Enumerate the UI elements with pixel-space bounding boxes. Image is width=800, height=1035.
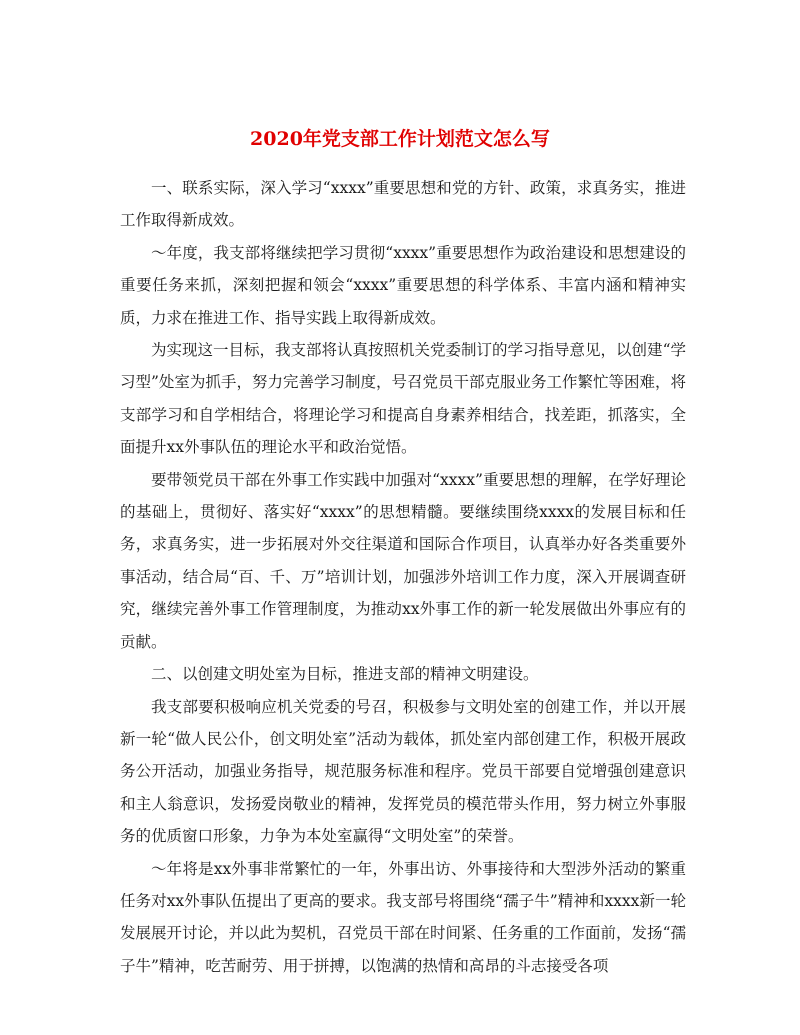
paragraph-3: 为实现这一目标，我支部将认真按照机关党委制订的学习指导意见，以创建“学习型”处室为抓手，努力完善学习制度，号召党员干部克服业务工作繁忙等困难，将支部学习和自学相结合，将理论学习和提高自身素养相结合，找差距，抓落实，全面提升xx外事队伍的理论水平和政治觉悟。	[120, 341, 686, 457]
paragraph-1: 一、联系实际，深入学习“xxxx”重要思想和党的方针、政策，求真务实，推进工作取得新成效。	[120, 179, 686, 230]
section-heading-2: 二、以创建文明处室为目标，推进支部的精神文明建设。	[151, 665, 539, 684]
paragraph-7: ～年将是xx外事非常繁忙的一年，外事出访、外事接待和大型涉外活动的繁重任务对xx外事队伍提出了更高的要求。我支部号将围绕“孺子牛”精神和xxxx新一轮发展展开讨论，并以此为契机，召党员干部在时间紧、任务重的工作面前，发扬“孺子牛”精神，吃苦耐劳、用于拼搏，以饱满的热情和高昂的斗志接受各项	[120, 859, 686, 975]
paragraph-2: ～年度，我支部将继续把学习贯彻“xxxx”重要思想作为政治建设和思想建设的重要任务来抓，深刻把握和领会“xxxx”重要思想的科学体系、丰富内涵和精神实质，力求在推进工作、指导实践上取得新成效。	[120, 243, 686, 327]
paragraph-6: 我支部要积极响应机关党委的号召，积极参与文明处室的创建工作，并以开展新一轮“做人民公仆，创文明处室”活动为载体，抓处室内部创建工作，积极开展政务公开活动，加强业务指导，规范服务标准和程序。党员干部要自觉增强创建意识和主人翁意识，发扬爱岗敬业的精神，发挥党员的模范带头作用，努力树立外事服务的优质窗口形象，力争为本处室赢得“文明处室”的荣誉。	[120, 697, 686, 846]
document-title: 2020年党支部工作计划范文怎么写	[250, 127, 550, 150]
paragraph-4: 要带领党员干部在外事工作实践中加强对“xxxx”重要思想的理解，在学好理论的基础上，贯彻好、落实好“xxxx”的思想精髓。要继续围绕xxxx的发展目标和任务，求真务实，进一步拓展对外交往渠道和国际合作项目，认真举办好各类重要外事活动，结合局“百、千、万”培训计划，加强涉外培训工作力度，深入开展调查研究，继续完善外事工作管理制度，为推动xx外事工作的新一轮发展做出外事应有的贡献。	[120, 470, 686, 651]
document-body	[120, 172, 686, 982]
